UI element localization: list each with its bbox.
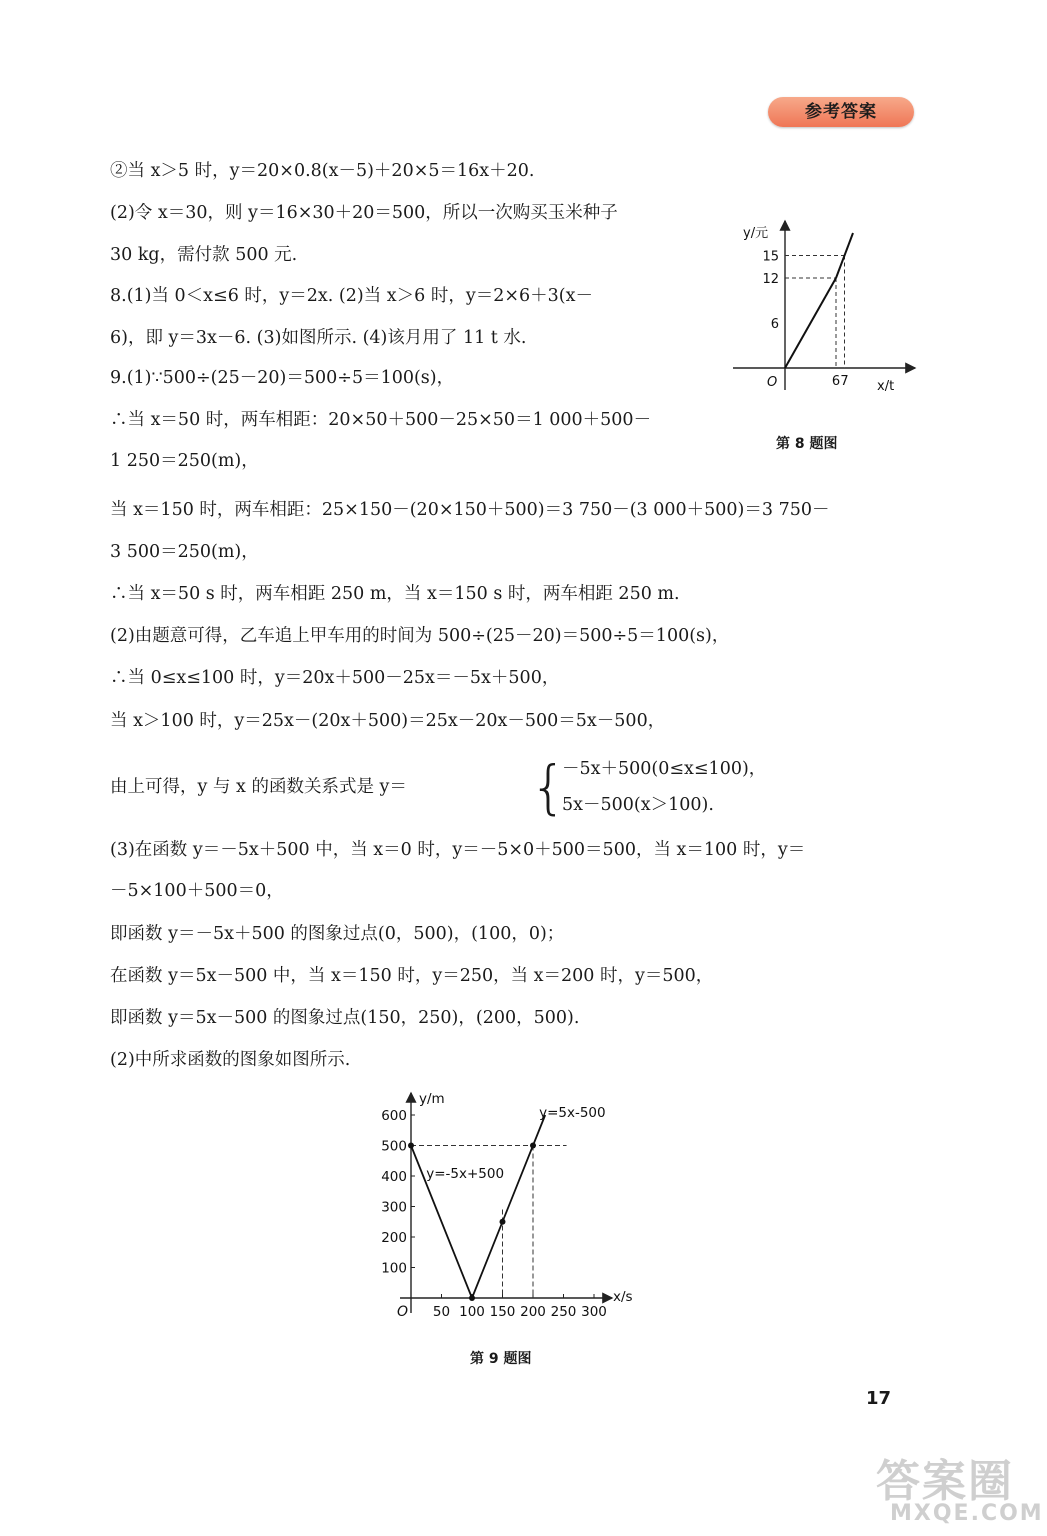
- figure-8-chart: [725, 215, 925, 395]
- text-line-19: 在函数 y＝5x－500 中，当 x＝150 时，y＝250，当 x＝200 时，y＝500，: [110, 966, 714, 986]
- figure-9-series-line-1: [472, 1115, 545, 1298]
- figure-8-x-tick-7: 7: [840, 374, 849, 389]
- figure-8-y-tick-15: 15: [762, 249, 779, 265]
- text-line-17: －5×100＋500＝0，: [110, 881, 284, 901]
- answer-key-badge: 参考答案: [768, 97, 914, 127]
- figure-9-x-tick-150: 150: [489, 1304, 516, 1320]
- figure-9-series-label-1: y=5x-500: [539, 1105, 606, 1121]
- figure-9-y-tick-500: 500: [381, 1138, 407, 1155]
- text-line-18: 即函数 y＝－5x＋500 的图象过点(0，500)，(100，0)；: [110, 924, 565, 944]
- text-line-5: 6)，即 y＝3x－6. (3)如图所示. (4)该月用了 11 t 水.: [110, 328, 527, 348]
- text-line-21: (2)中所求函数的图象如图所示.: [110, 1050, 351, 1070]
- text-line-16: (3)在函数 y＝－5x＋500 中，当 x＝0 时，y＝－5×0＋500＝500，当 x＝100 时，y＝: [110, 840, 806, 860]
- text-line-8: 1 250＝250(m)，: [110, 451, 259, 471]
- figure-9-point-2: [500, 1219, 506, 1225]
- text-line-1: ②当 x＞5 时，y＝20×0.8(x－5)＋20×5＝16x＋20.: [110, 161, 535, 181]
- figure-8-origin-label: O: [767, 375, 778, 390]
- figure-9-series-label-0: y=-5x+500: [426, 1166, 505, 1182]
- figure-9-y-tick-200: 200: [381, 1230, 407, 1246]
- figure-9-chart: [370, 1085, 650, 1325]
- figure-9-point-1: [469, 1295, 475, 1301]
- piecewise-case-2: 5x－500(x＞100).: [562, 795, 714, 815]
- figure-9-x-tick-50: 50: [432, 1304, 451, 1320]
- figure-9-x-axis-label: x/s: [613, 1289, 633, 1305]
- figure-9-point-0: [408, 1143, 414, 1149]
- page-number: 17: [866, 1388, 892, 1409]
- text-line-6: 9.(1)∵500÷(25－20)＝500÷5＝100(s)，: [110, 368, 455, 388]
- text-line-10: 3 500＝250(m)，: [110, 542, 259, 562]
- text-line-7: ∴当 x＝50 时，两车相距：20×50＋500－25×50＝1 000＋500－: [110, 410, 652, 430]
- figure-9-x-tick-250: 250: [550, 1304, 577, 1320]
- figure-9-y-tick-300: 300: [381, 1199, 407, 1216]
- text-line-20: 即函数 y＝5x－500 的图象过点(150，250)，(200，500).: [110, 1008, 580, 1028]
- figure-9-y-tick-600: 600: [381, 1108, 407, 1124]
- piecewise-case-1: －5x＋500(0≤x≤100)，: [562, 759, 767, 779]
- figure-8-y-tick-6: 6: [770, 317, 779, 332]
- text-line-9: 当 x＝150 时，两车相距：25×150－(20×150＋500)＝3 750－(3 000＋500)＝3 750－: [110, 500, 830, 520]
- figure-9-y-axis-label: y/m: [419, 1091, 445, 1107]
- figure-9-x-tick-300: 300: [581, 1304, 607, 1320]
- figure-8-series-line-0: [785, 278, 836, 368]
- figure-9-y-tick-400: 400: [381, 1169, 407, 1185]
- text-line-12: (2)由题意可得，乙车追上甲车用的时间为 500÷(25－20)＝500÷5＝100(s)，: [110, 626, 730, 646]
- piecewise-lead: 由上可得，y 与 x 的函数关系式是 y＝: [110, 777, 407, 797]
- figure-8-y-axis-label: y/元: [743, 226, 769, 241]
- figure-9-x-tick-200: 200: [520, 1304, 546, 1320]
- piecewise-function: [110, 755, 810, 825]
- text-line-3: 30 kg，需付款 500 元.: [110, 245, 298, 265]
- figure-8-x-axis-label: x/t: [877, 379, 895, 394]
- brace-symbol: {: [530, 753, 567, 821]
- text-line-14: 当 x＞100 时，y＝25x－(20x＋500)＝25x－20x－500＝5x－500，: [110, 711, 666, 731]
- text-line-13: ∴当 0≤x≤100 时，y＝20x＋500－25x＝－5x＋500，: [110, 668, 560, 688]
- figure-9-origin-label: O: [397, 1304, 409, 1320]
- figure-9-x-tick-100: 100: [459, 1304, 485, 1320]
- figure-8-y-tick-12: 12: [762, 272, 779, 287]
- figure-9-y-tick-100: 100: [381, 1260, 407, 1277]
- watermark-logo: 答案圈 MXQE.COM: [876, 1456, 1044, 1526]
- figure-8-caption: 第 8 题图: [776, 436, 838, 452]
- figure-9-caption: 第 9 题图: [470, 1351, 532, 1367]
- text-line-2: (2)令 x＝30，则 y＝16×30＋20＝500，所以一次购买玉米种子: [110, 203, 618, 223]
- text-line-4: 8.(1)当 0＜x≤6 时，y＝2x. (2)当 x＞6 时，y＝2×6＋3(x－: [110, 286, 593, 306]
- figure-8-x-tick-6: 6: [831, 374, 841, 389]
- text-line-11: ∴当 x＝50 s 时，两车相距 250 m，当 x＝150 s 时，两车相距 250 m.: [110, 584, 680, 604]
- figure-9-point-3: [530, 1143, 536, 1149]
